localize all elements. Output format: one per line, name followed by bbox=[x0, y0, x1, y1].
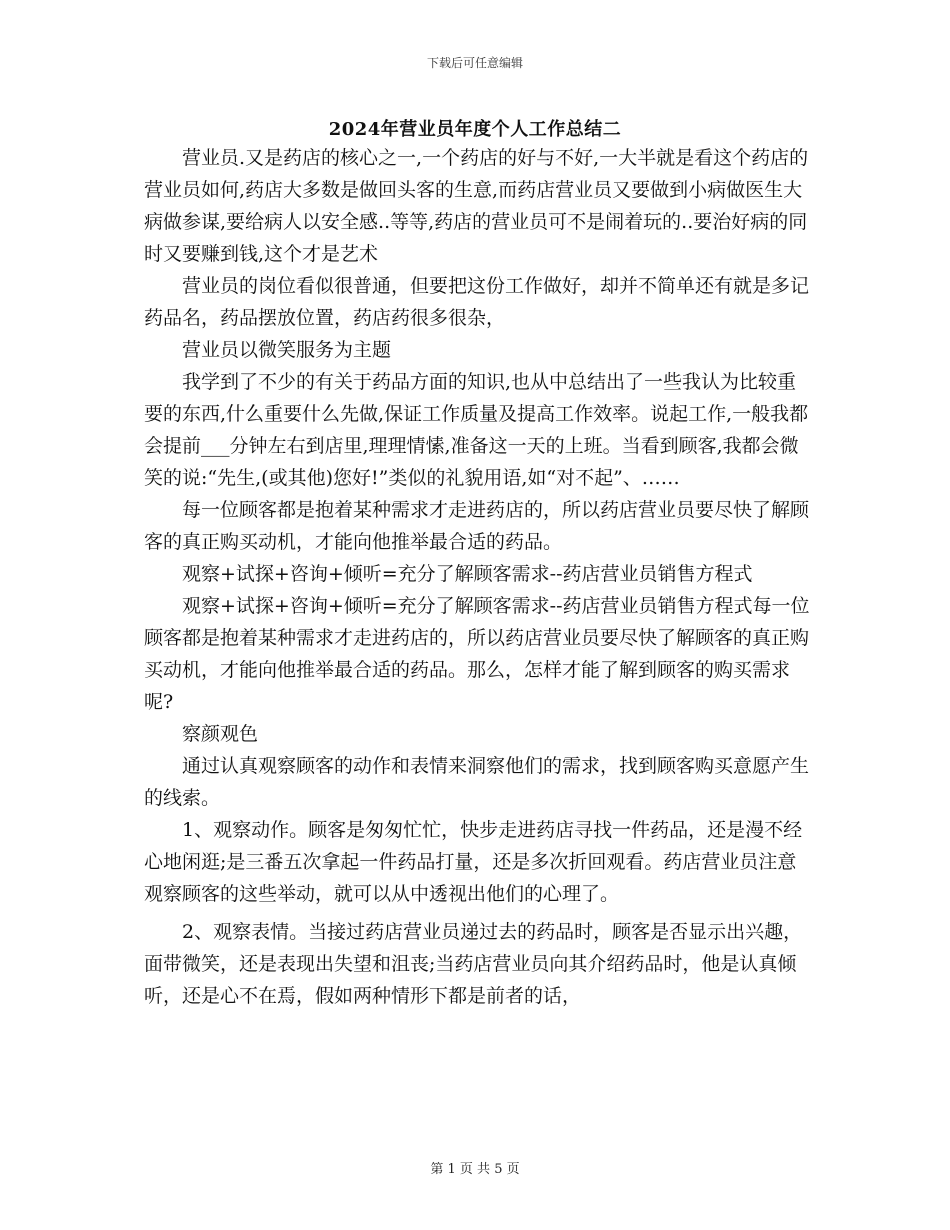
paragraph: 每一位顾客都是抱着某种需求才走进药店的，所以药店营业员要尽快了解顾客的真正购买动机，才能向他推举最合适的药品。 bbox=[144, 499, 810, 553]
document-body bbox=[144, 142, 814, 1012]
paragraph: 营业员的岗位看似很普通，但要把这份工作做好，却并不简单还有就是多记药品名，药品摆放位置，药店药很多很杂， bbox=[144, 275, 810, 329]
paragraph: 1、观察动作。顾客是匆匆忙忙，快步走进药店寻找一件药品，还是漫不经心地闲逛;是三番五次拿起一件药品打量，还是多次折回观看。药店营业员注意观察顾客的这些举动，就可以从中透视出他们的心理了。 bbox=[144, 819, 803, 905]
paragraph: 营业员.又是药店的核心之一,一个药店的好与不好,一大半就是看这个药店的营业员如何,药店大多数是做回头客的生意,而药店营业员又要做到小病做医生大病做参谋,要给病人以安全感..等等,药店的营业员可不是闹着玩的..要治好病的同时又要赚到钱,这个才是艺术 bbox=[144, 147, 809, 265]
paragraph: 观察+试探+咨询+倾听=充分了解顾客需求--药店营业员销售方程式 bbox=[182, 563, 753, 585]
header-note: 下载后可任意编辑 bbox=[426, 56, 523, 70]
page-number: 第 1 页 共 5 页 bbox=[430, 1162, 520, 1177]
paragraph: 2、观察表情。当接过药店营业员递过去的药品时，顾客是否显示出兴趣，面带微笑，还是表现出失望和沮丧;当药店营业员向其介绍药品时，他是认真倾听，还是心不在焉，假如两种情形下都是前者的话， bbox=[144, 921, 803, 1007]
paragraph: 我学到了不少的有关于药品方面的知识,也从中总结出了一些我认为比较重要的东西,什么重要什么先做,保证工作质量及提高工作效率。说起工作,一般我都会提前___分钟左右到店里,理理情愫,准备这一天的上班。当看到顾客,我都会微笑的说:“先生,(或其他)您好!”类似的礼貌用语,如“对不起”、…… bbox=[144, 371, 809, 489]
paragraph: 观察+试探+咨询+倾听=充分了解顾客需求--药店营业员销售方程式每一位顾客都是抱着某种需求才走进药店的，所以药店营业员要尽快了解顾客的真正购买动机，才能向他推举最合适的药品。那么，怎样才能了解到顾客的购买需求呢? bbox=[144, 595, 810, 713]
paragraph: 营业员以微笑服务为主题 bbox=[182, 339, 392, 361]
paragraph: 察颜观色 bbox=[182, 723, 259, 745]
paragraph: 通过认真观察顾客的动作和表情来洞察他们的需求，找到顾客购买意愿产生的线索。 bbox=[144, 755, 810, 809]
document-title: 2024年营业员年度个人工作总结二 bbox=[328, 119, 622, 140]
